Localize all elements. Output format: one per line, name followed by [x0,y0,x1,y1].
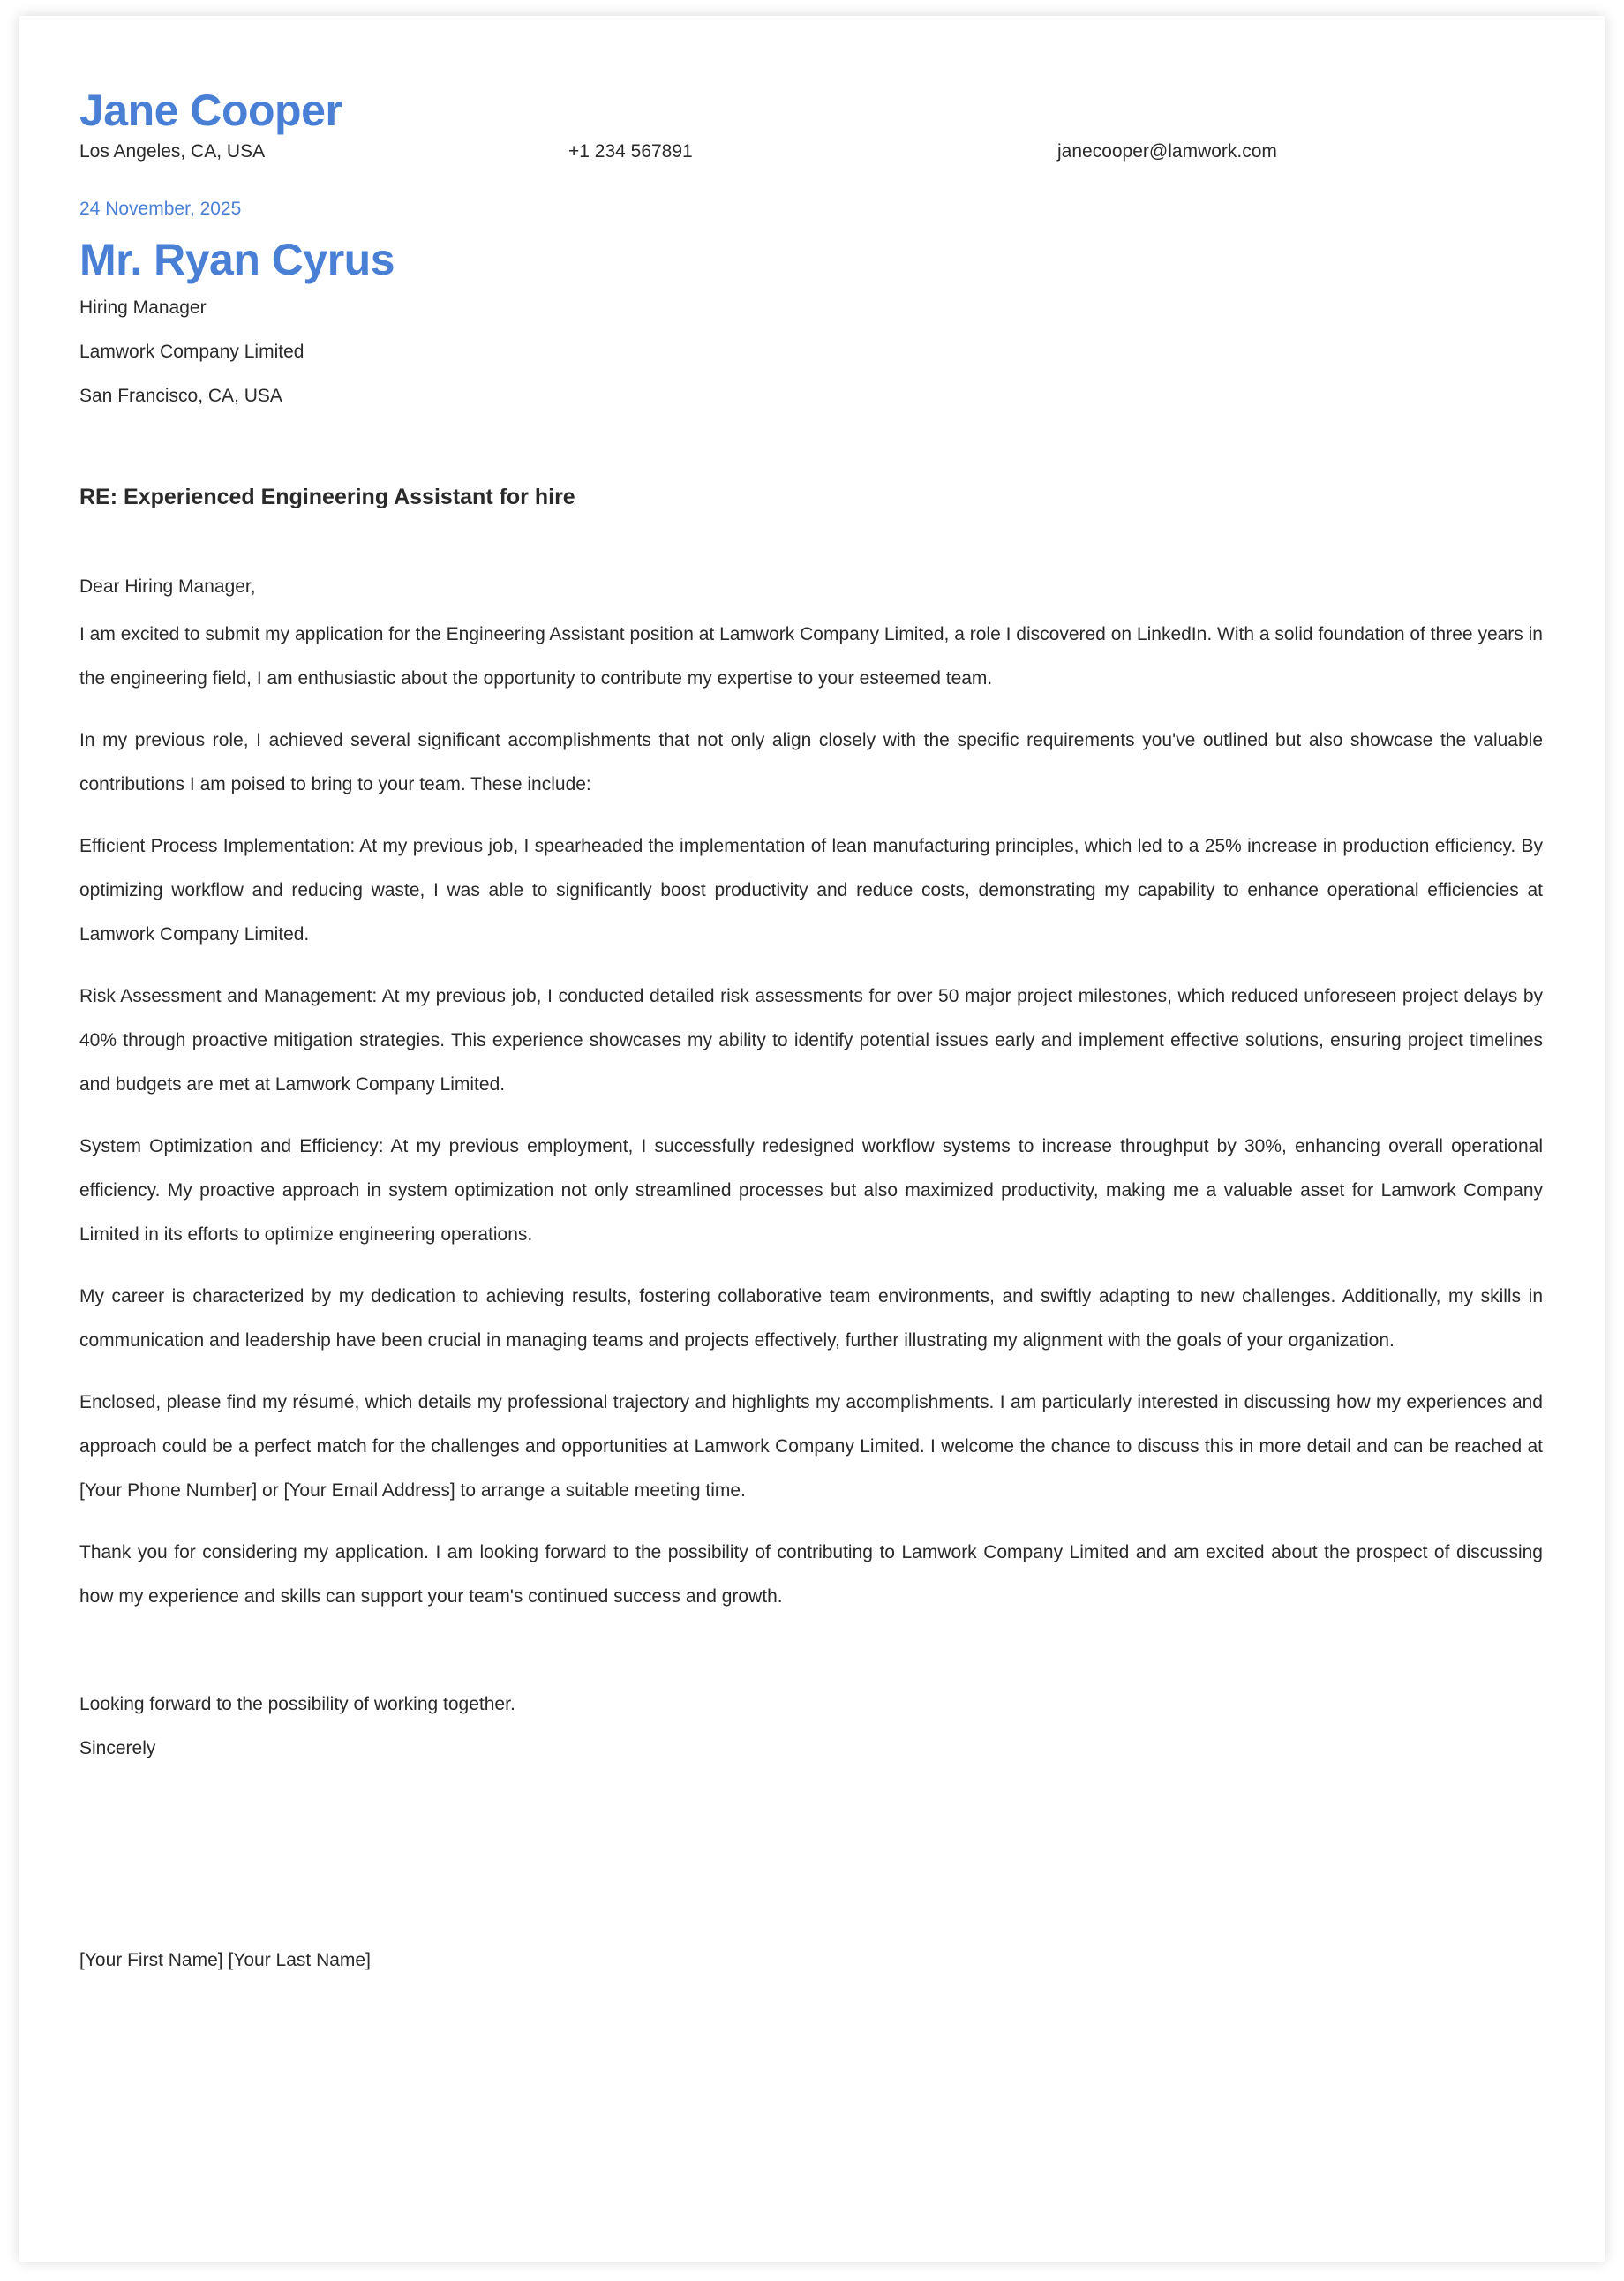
body-paragraph: Enclosed, please find my résumé, which details my professional trajectory and highlights my accomplishments. I am particularly interested in discussing how my experiences and approach could be a perfect match for the challenges and opportunities at Lamwork Company Limited. I welcome the chance to discuss this in more detail and can be reached at [Your Phone Number] or [Your Email Address] to arrange a suitable meeting time. [79,1392,1543,1501]
sender-phone: +1 234 567891 [568,141,693,162]
letter-date: 24 November, 2025 [79,199,242,219]
body-paragraph: In my previous role, I achieved several significant accomplishments that not only align closely with the specific requirements you've outlined but also showcase the valuable contributions I am poised to bring to your team. These include: [79,730,1543,794]
recipient-name: Mr. Ryan Cyrus [79,235,395,284]
body-paragraph: Thank you for considering my application. I am looking forward to the possibility of contributing to Lamwork Company Limited and am excited about the prospect of discussing how my experience and skills can support your team's continued success and growth. [79,1542,1543,1607]
letter-body [79,613,1543,1619]
recipient-location: San Francisco, CA, USA [79,386,282,406]
closing-block [79,1683,1543,1771]
contact-row [79,139,1543,165]
recipient-company: Lamwork Company Limited [79,342,304,362]
recipient-title: Hiring Manager [79,297,207,318]
body-paragraph: Risk Assessment and Management: At my previous job, I conducted detailed risk assessments for over 50 major project milestones, which reduced unforeseen project delays by 40% through proactive mitigation strategies. This experience showcases my ability to identify potential issues early and implement effective solutions, ensuring project timelines and budgets are met at Lamwork Company Limited. [79,986,1543,1095]
body-paragraph: Efficient Process Implementation: At my previous job, I spearheaded the implementation of lean manufacturing principles, which led to a 25% increase in production efficiency. By optimizing workflow and reducing waste, I was able to significantly boost productivity and reduce costs, demonstrating my capability to enhance operational efficiencies at Lamwork Company Limited. [79,836,1543,945]
sender-email: janecooper@lamwork.com [1057,141,1277,162]
subject-line: RE: Experienced Engineering Assistant for hire [79,485,575,509]
letter-page [19,16,1605,2262]
body-paragraph: My career is characterized by my dedication to achieving results, fostering collaborative team environments, and swiftly adapting to new challenges. Additionally, my skills in communication and leadership have been crucial in managing teams and projects effectively, further illustrating my alignment with the goals of your organization. [79,1286,1543,1351]
body-paragraph: System Optimization and Efficiency: At my previous employment, I successfully redesigned workflow systems to increase throughput by 30%, enhancing overall operational efficiency. My proactive approach in system optimization not only streamlined processes but also maximized productivity, making me a valuable asset for Lamwork Company Limited in its efforts to optimize engineering operations. [79,1136,1543,1245]
salutation: Dear Hiring Manager, [79,576,256,597]
closing-signoff: Sincerely [79,1738,156,1758]
recipient-block [79,286,1543,418]
body-paragraph: I am excited to submit my application for the Engineering Assistant position at Lamwork Company Limited, a role I discovered on LinkedIn. With a solid foundation of three years in the engineering field, I am enthusiastic about the opportunity to contribute my expertise to your esteemed team. [79,624,1543,689]
sender-location: Los Angeles, CA, USA [79,141,266,162]
signature-name: [Your First Name] [Your Last Name] [79,1950,371,1970]
closing-line: Looking forward to the possibility of working together. [79,1694,515,1714]
sender-name: Jane Cooper [79,86,342,135]
